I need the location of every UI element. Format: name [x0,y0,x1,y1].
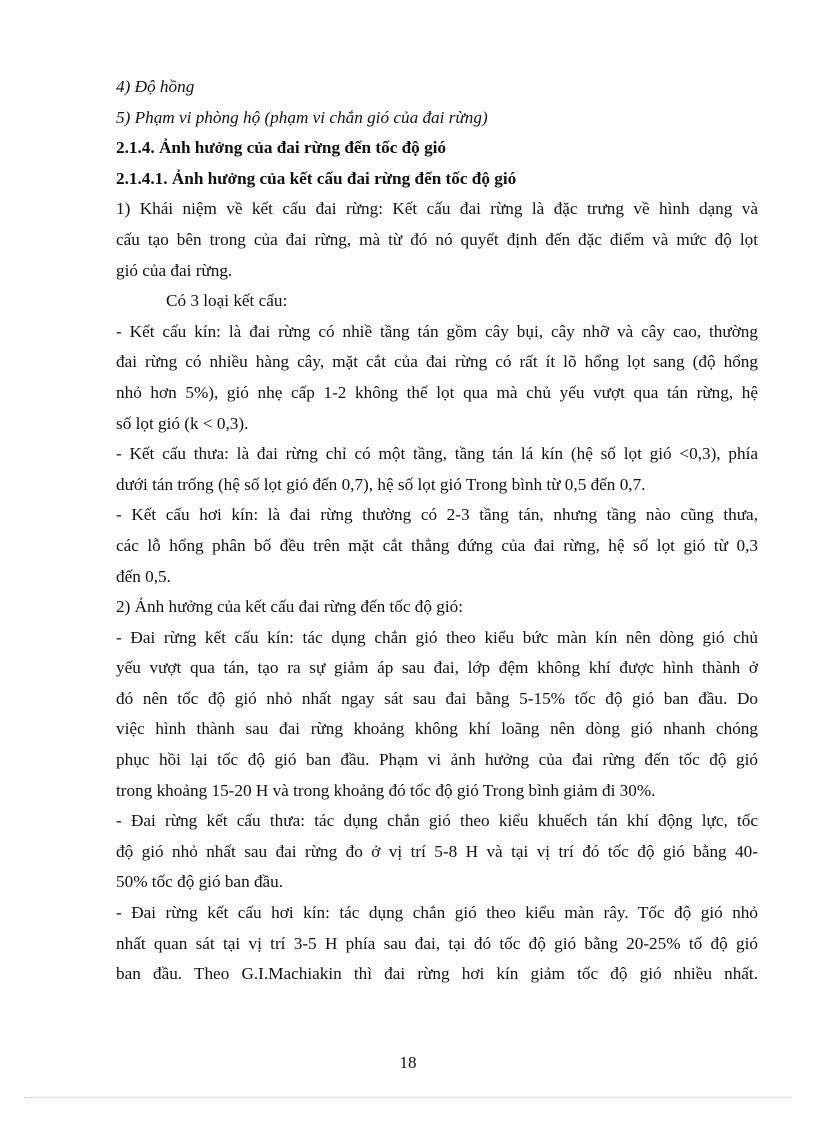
text-line: đai rừng có nhiều hàng cây, mặt cắt của đai rừng có rất ít lõ hổng lọt sang (độ hổng [116,352,758,372]
paragraph-dense-structure [116,317,758,439]
paragraph-sparse-effect [116,806,758,898]
text-line: - Đai rừng kết cấu thưa: tác dụng chắn gió theo kiểu khuếch tán khí động lực, tốc [116,811,758,831]
paragraph-concept [116,194,758,286]
text-line: phục hồi lại tốc độ gió ban đầu. Phạm vi ảnh hưởng của đai rừng đến tốc độ gió [116,750,758,770]
text-line: đó nên tốc độ gió nhỏ nhất ngay sát sau đai bằng 5-15% tốc độ gió ban đầu. Do [116,688,758,708]
text-line: - Kết cấu thưa: là đai rừng chỉ có một tầng, tầng tán lá kín (hệ số lọt gió <0,3), phía [116,444,758,464]
text-line: việc hình thành sau đai rừng khoảng không khí loãng nên dòng gió nhanh chóng [116,719,758,739]
subsection-heading: 2.1.4.1. Ảnh hưởng của kết cấu đai rừng đến tốc độ gió [116,168,517,188]
text-line: - Kết cấu hơi kín: là đai rừng thường có 2-3 tầng tán, nhưng tầng nào cũng thưa, [116,505,758,525]
text-line: ban đầu. Theo G.I.Machiakin thì đai rừng hơi kín giảm tốc độ gió nhiều nhất. [116,964,758,984]
page-number: 18 [399,1053,417,1072]
text-line: - Kết cấu kín: là đai rừng có nhiề tầng tán gồm cây bụi, cây nhỡ và cây cao, thường [116,321,758,341]
text-line: - Đai rừng kết cấu kín: tác dụng chắn gió theo kiểu bức màn kín nên dòng gió chủ [116,627,758,647]
text-line: độ gió nhỏ nhất sau đai rừng đo ở vị trí 5-8 H và tại vị trí đó tốc độ gió bằng 40- [116,841,758,861]
text-line: 50% tốc độ gió ban đầu. [116,872,284,892]
section-heading: 2.1.4. Ảnh hưởng của đai rừng đến tốc độ gió [116,138,447,158]
paragraph-dense-effect [116,623,758,807]
text-line: yếu vượt qua tán, tạo ra sự giảm áp sau đai, lớp đệm không khí được hình thành ở [116,658,758,678]
text-line: - Đai rừng kết cấu hơi kín: tác dụng chắn gió theo kiểu màn rây. Tốc độ gió nhỏ [116,903,758,923]
text-line: 1) Khái niệm về kết cấu đai rừng: Kết cấu đai rừng là đặc trưng về hình dạng và [116,199,758,219]
text-line: cấu tạo bên trong của đai rừng, mà từ đó nó quyết định đến đặc điểm và mức độ lọt [116,229,758,249]
paragraph-semi-dense-structure [116,500,758,592]
paragraph-influence-heading: 2) Ảnh hưởng của kết cấu đai rừng đến tốc độ gió: [116,597,464,617]
text-line: trong khoảng 15-20 H và trong khoảng đó tốc độ gió Trong bình giảm đi 30%. [116,780,656,800]
text-line: số lọt gió (k < 0,3). [116,413,249,433]
text-line: dưới tán trống (hệ số lọt gió đến 0,7), hệ số lọt gió Trong bình từ 0,5 đến 0,7. [116,474,646,494]
list-item: 4) Độ hồng [116,77,195,96]
text-line: gió của đai rừng. [116,260,233,280]
text-line: nhất quan sát tại vị trí 3-5 H phía sau đai, tại đó tốc độ gió bằng 20-25% tố độ gió [116,933,758,953]
paragraph-sparse-structure [116,439,758,500]
page-bottom-divider [24,1097,792,1098]
paragraph-semi-dense-effect [116,898,758,990]
document-page [116,72,758,990]
paragraph-types-intro: Có 3 loại kết cấu: [166,291,288,311]
text-line: nhỏ hơn 5%), gió nhẹ cấp 1-2 không thể lọt qua mà chủ yếu vượt qua tán rừng, hệ [116,382,758,402]
text-line: đến 0,5. [116,566,171,586]
list-item: 5) Phạm vi phòng hộ (phạm vi chắn gió của đai rừng) [116,107,488,127]
text-line: các lỗ hổng phân bố đều trên mặt cắt thẳng đứng của đai rừng, hệ số lọt gió từ 0,3 [116,535,758,555]
